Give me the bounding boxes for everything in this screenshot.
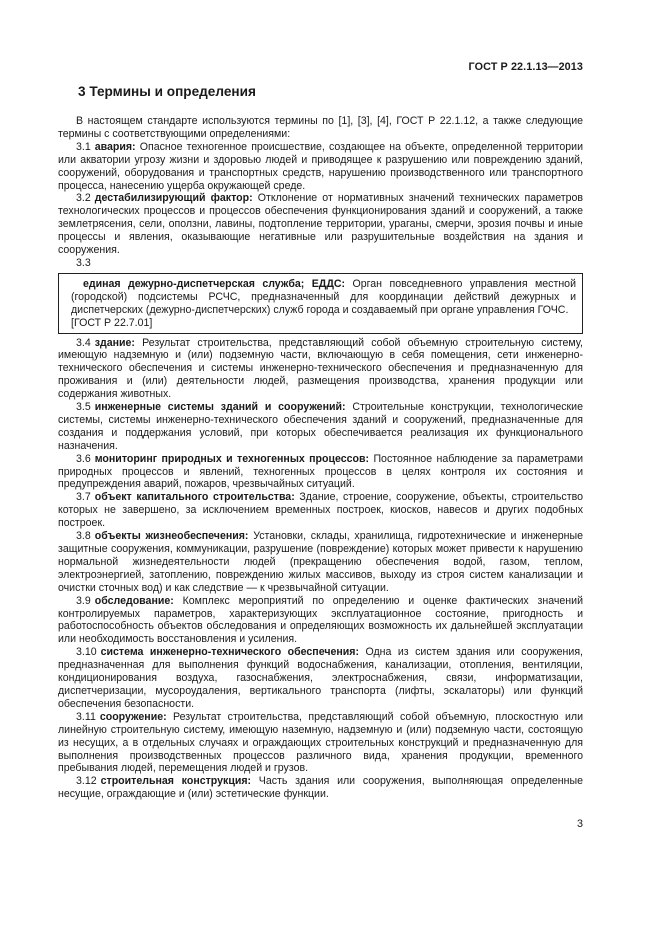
term-entry-3-4 bbox=[58, 337, 583, 402]
term-name: здание: bbox=[94, 336, 135, 349]
intro-paragraph: В настоящем стандарте используются термины по [1], [3], [4], ГОСТ Р 22.1.12, а также следующие термины с соответствующими определениями: bbox=[58, 115, 583, 140]
term-number: 3.11 bbox=[76, 710, 96, 723]
term-entry-3-10 bbox=[58, 646, 583, 711]
term-entry-3-9 bbox=[58, 595, 583, 647]
term-name: авария: bbox=[94, 140, 136, 153]
term-entry-3-12 bbox=[58, 775, 583, 801]
term-entry-3-7 bbox=[58, 491, 583, 530]
term-definition: Часть здания или сооружения, выполняющая определенные несущие, ограждающие и (или) эстетические функции. bbox=[58, 775, 583, 801]
boxed-term-reference: [ГОСТ Р 22.7.01] bbox=[71, 316, 153, 329]
term-entry-3-6 bbox=[58, 453, 583, 492]
boxed-term-text bbox=[71, 278, 576, 317]
term-definition: Результат строительства, представляющий собой объемную строительную систему, имеющую надземную и (или) подземную части, включающую в себя помещения, сети инженерно-технического обеспечения и системы инженерно-технического обеспечения и предназначенную для проживания и (или) деятельности людей, размещения производства, хранения продукции или содержания животных. bbox=[58, 336, 583, 401]
term-name: инженерные системы зданий и сооружений: bbox=[94, 401, 346, 414]
term-definition: Отклонение от нормативных значений технических параметров технологических процессов и процессов обеспечения функционирования зданий и сооружений, а также землетрясения, сели, оползни, лавины, подтопление территории, ураганы, смерчи, эрозия почвы и иные процессы и явления, оказывающие негативные или разрушительные воздействия на здания и сооружения. bbox=[58, 192, 583, 257]
term-definition: Здание, строение, сооружение, объекты, строительство которых не завершено, за исключением временных построек, киосков, навесов и других подобных построек. bbox=[58, 491, 583, 530]
term-definition: Орган повседневного управления местной (городской) подсистемы РСЧС, предназначенный для координации действий дежурных и диспетчерских (дежурно-диспетчерских) служб города и создаваемый при органе управления ГОЧС. bbox=[71, 277, 576, 316]
term-number: 3.1 bbox=[76, 140, 91, 153]
term-number-3-3: 3.3 bbox=[76, 256, 91, 269]
term-entry-3-8 bbox=[58, 530, 583, 595]
term-name: объекты жизнеобеспечения: bbox=[94, 530, 249, 543]
section-title: 3 Термины и определения bbox=[78, 84, 256, 99]
term-entry-3-2 bbox=[58, 192, 583, 257]
term-definition: Постоянное наблюдение за параметрами природных процессов и явлений, техногенных процессов в целях контроля их состояния и предупреждения аварий, пожаров, чрезвычайных ситуаций. bbox=[58, 452, 583, 491]
term-entry-3-5 bbox=[58, 401, 583, 453]
term-name: обследование: bbox=[94, 594, 174, 607]
term-definition: Установки, склады, хранилища, гидротехнические и инженерные защитные сооружения, коммуникации, разрушение (повреждение) которых может привести к нарушению нормальной жизнедеятельности людей (прекращению обеспечения водой, газом, теплом, электроэнергией, затоплению, повреждению жилых массивов, выходу из строя систем канализации и очистки сточных вод) и как следствие — к чрезвычайной ситуации. bbox=[58, 530, 583, 594]
term-number: 3.4 bbox=[76, 336, 91, 349]
term-name: мониторинг природных и техногенных процессов: bbox=[94, 452, 370, 465]
term-definition: Опасное техногенное происшествие, создающее на объекте, определенной территории или акватории угрозу жизни и здоровью людей и приводящее к разрушению или повреждению зданий, сооружений, оборудования и транспортных средств, нарушению производственного или транспортного процесса, нанесению ущерба окружающей среде. bbox=[58, 140, 583, 192]
document-code: ГОСТ Р 22.1.13—2013 bbox=[468, 61, 583, 73]
term-number: 3.10 bbox=[76, 646, 97, 659]
document-body bbox=[58, 115, 583, 801]
term-definition: Одна из систем здания или сооружения, предназначенная для выполнения функций водоснабжения, канализации, отопления, вентиляции, кондиционирования воздуха, газоснабжения, электроснабжения, связи, информатизации, диспетчеризации, мусороудаления, вертикального транспорта (лифты, эскалаторы) или функций обеспечения безопасности. bbox=[58, 646, 584, 710]
term-name: единая дежурно-диспетчерская служба; ЕДДС: bbox=[83, 277, 346, 290]
term-name: сооружение: bbox=[99, 710, 167, 723]
term-number: 3.6 bbox=[76, 452, 91, 465]
term-number: 3.9 bbox=[76, 594, 91, 607]
page-number: 3 bbox=[576, 818, 583, 830]
term-name: строительная конструкция: bbox=[100, 775, 252, 788]
boxed-term-entry bbox=[58, 273, 583, 334]
term-entry-3-11 bbox=[58, 711, 583, 776]
term-number: 3.7 bbox=[76, 491, 91, 504]
term-name: система инженерно-технического обеспечения: bbox=[100, 646, 359, 659]
term-definition: Результат строительства, представляющий собой объемную, плоскостную или линейную строительную систему, имеющую наземную, надземную и (или) подземную части, состоящую из несущих, а в отдельных случаях и ограждающих строительных конструкций и предназначенную для выполнения производственных процессов различного вида, хранения продукции, временного пребывания людей, перемещения людей и грузов. bbox=[58, 710, 583, 775]
term-number: 3.5 bbox=[76, 401, 91, 414]
term-number: 3.12 bbox=[76, 775, 97, 788]
term-entry-3-1 bbox=[58, 141, 583, 193]
term-number: 3.8 bbox=[76, 530, 91, 543]
term-number: 3.2 bbox=[76, 192, 91, 205]
term-name: дестабилизирующий фактор: bbox=[94, 192, 253, 205]
term-definition: Комплекс мероприятий по определению и оценке фактических значений контролируемых параметров, характеризующих эксплуатационное состояние, пригодность и работоспособность объектов обследования и определяющих возможность их дальнейшей эксплуатации или необходимость восстановления и усиления. bbox=[58, 594, 583, 646]
term-name: объект капитального строительства: bbox=[94, 491, 295, 504]
term-definition: Строительные конструкции, технологические системы, системы инженерно-технического обеспечения зданий и сооружений, предназначенные для создания и поддержания условий, при которых обеспечивается реализация их функционального назначения. bbox=[58, 401, 583, 452]
